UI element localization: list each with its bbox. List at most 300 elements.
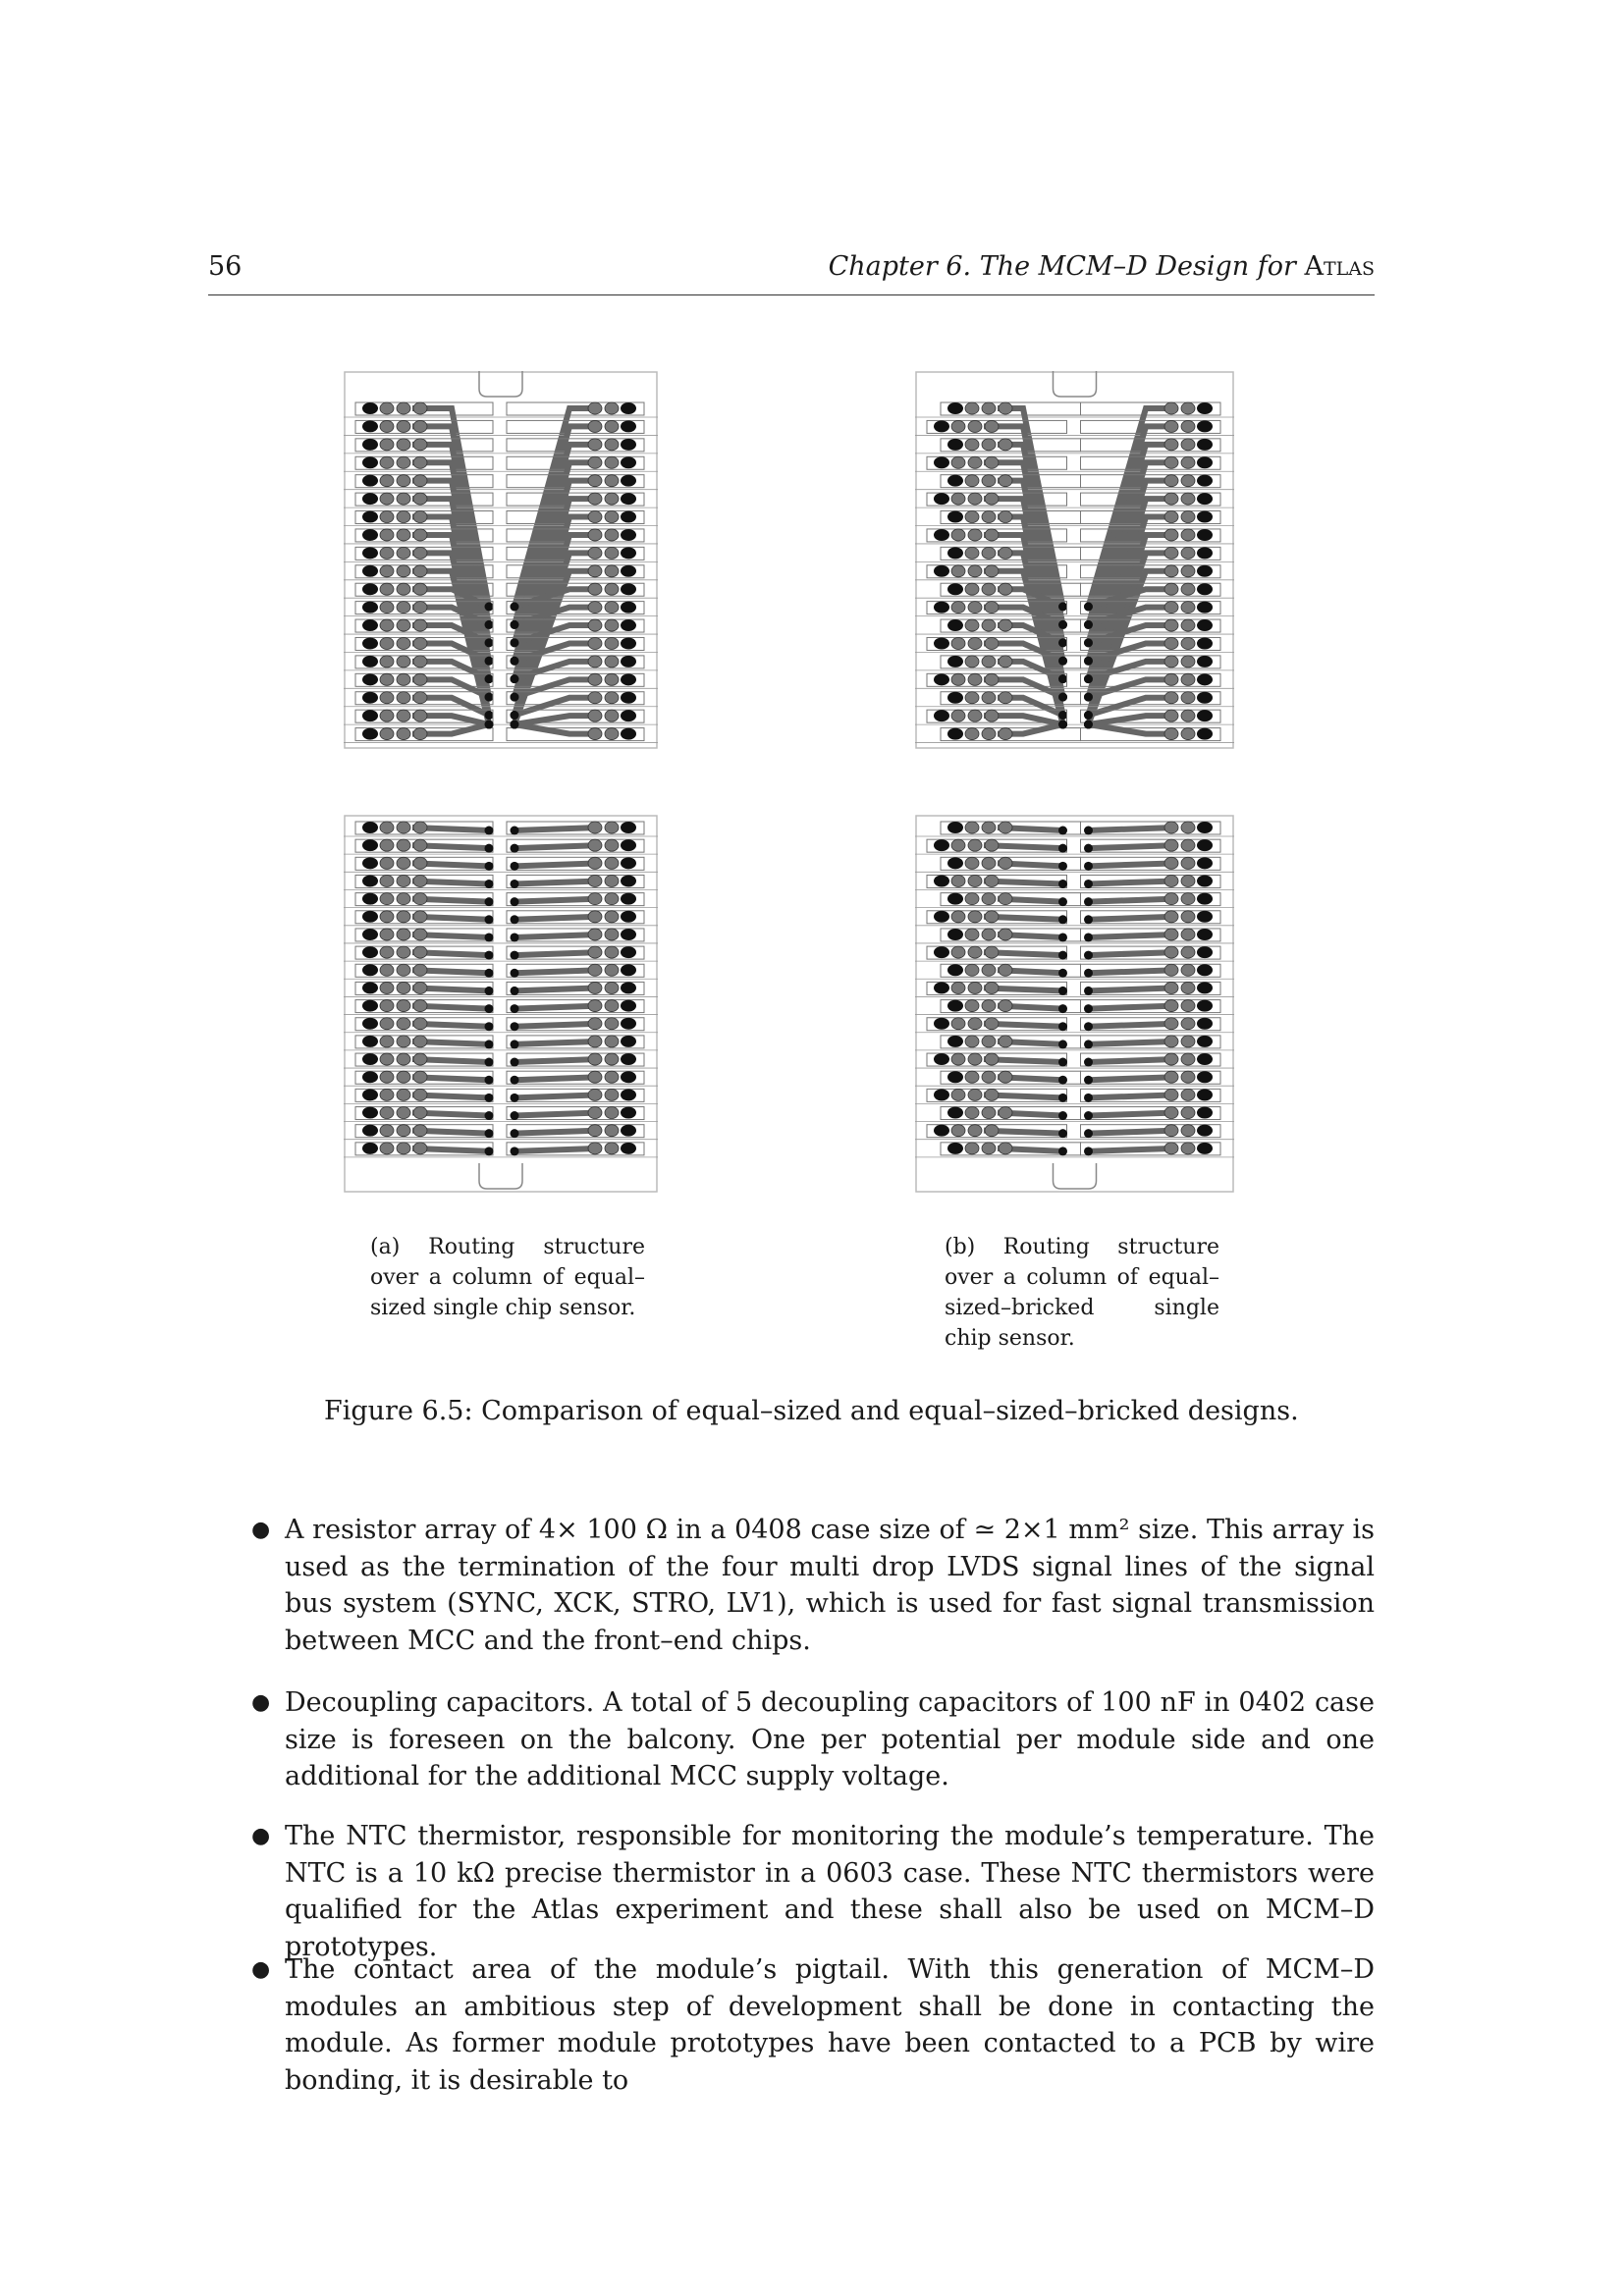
- trace: [1089, 828, 1176, 830]
- via: [1058, 693, 1067, 702]
- bond-pad: [951, 1125, 965, 1137]
- chapter-title-atlas: Atlas: [1304, 251, 1375, 282]
- bond-pad: [413, 964, 427, 976]
- bond-pad: [1181, 420, 1195, 432]
- via: [1058, 620, 1067, 629]
- bond-pad: [934, 839, 949, 851]
- bond-pad: [968, 1018, 982, 1030]
- bond-pad: [1197, 637, 1213, 649]
- trace: [514, 917, 599, 920]
- bond-pad: [965, 402, 979, 414]
- bond-pad: [621, 1000, 636, 1012]
- via: [511, 1094, 519, 1102]
- bond-pad: [951, 710, 965, 721]
- bond-pad: [380, 875, 394, 886]
- bond-pad: [1164, 637, 1178, 649]
- bond-pad: [965, 619, 979, 631]
- bond-pad: [605, 929, 619, 940]
- bond-pad: [621, 583, 636, 595]
- bond-pad: [1164, 1018, 1178, 1030]
- bond-pad: [605, 475, 619, 487]
- bond-pad: [413, 1036, 427, 1047]
- via: [485, 721, 494, 729]
- bond-pad: [413, 1000, 427, 1012]
- bond-pad: [1197, 656, 1213, 667]
- bond-pad: [588, 475, 602, 487]
- bond-pad: [380, 656, 394, 667]
- bond-pad: [951, 529, 965, 541]
- bond-pad: [1197, 822, 1213, 833]
- via: [1058, 880, 1067, 888]
- bond-pad: [1164, 656, 1178, 667]
- bond-pad: [934, 493, 949, 505]
- via: [485, 827, 494, 835]
- bond-pad: [999, 656, 1012, 667]
- bond-pad: [968, 946, 982, 958]
- via: [1084, 1094, 1093, 1102]
- bond-pad: [1181, 1000, 1195, 1012]
- bond-pad: [1181, 673, 1195, 685]
- via: [1084, 827, 1093, 835]
- bond-pad: [588, 637, 602, 649]
- bond-pad: [413, 982, 427, 993]
- bond-pad: [947, 1071, 963, 1083]
- bond-pad: [999, 439, 1012, 451]
- bond-pad: [982, 1071, 996, 1083]
- bond-pad: [985, 529, 999, 541]
- bond-pad: [397, 475, 410, 487]
- bond-pad: [380, 822, 394, 833]
- bond-pad: [380, 637, 394, 649]
- trace: [514, 863, 599, 866]
- bond-pad: [588, 839, 602, 851]
- bond-pad: [362, 583, 378, 595]
- via: [1084, 711, 1093, 720]
- bond-pad: [968, 710, 982, 721]
- bond-pad: [934, 565, 949, 577]
- bond-pad: [1181, 565, 1195, 577]
- via: [485, 1147, 494, 1155]
- bond-pad: [621, 929, 636, 940]
- bond-pad: [621, 964, 636, 976]
- bond-pad: [934, 710, 949, 721]
- bond-pad: [951, 839, 965, 851]
- bond-pad: [934, 1053, 949, 1065]
- bond-pad: [588, 1143, 602, 1154]
- bond-pad: [1181, 1018, 1195, 1030]
- bond-pad: [413, 420, 427, 432]
- bond-pad: [588, 402, 602, 414]
- bond-pad: [965, 583, 979, 595]
- bond-pad: [605, 673, 619, 685]
- bond-pad: [1197, 456, 1213, 468]
- trace: [1089, 1024, 1176, 1027]
- bond-pad: [1181, 1125, 1195, 1137]
- bond-pad: [362, 946, 378, 958]
- trace: [514, 1095, 599, 1097]
- bond-pad: [1164, 982, 1178, 993]
- bond-pad: [1181, 929, 1195, 940]
- bond-pad: [621, 1053, 636, 1065]
- via: [485, 657, 494, 666]
- bond-pad: [999, 822, 1012, 833]
- bond-pad: [1164, 1036, 1178, 1047]
- bond-pad: [1164, 1125, 1178, 1137]
- bond-pad: [621, 1071, 636, 1083]
- bond-pad: [621, 673, 636, 685]
- bond-pad: [397, 1107, 410, 1119]
- via: [485, 1094, 494, 1102]
- via: [485, 987, 494, 995]
- bond-pad: [982, 822, 996, 833]
- bond-pad: [362, 529, 378, 541]
- bond-pad: [380, 1125, 394, 1137]
- bond-pad: [1164, 875, 1178, 886]
- bond-pad: [985, 946, 999, 958]
- via: [1058, 657, 1067, 666]
- list-item: ● A resistor array of 4× 100 Ω in a 0408 case size of ≃ 2×1 mm² size. This array is used as the termination of the four multi drop LVDS signal lines of the signal bus system (SYNC, XCK, STRO, LV1), which is used for fast signal transmission between MCC and the front–end chips.: [251, 1512, 1375, 1659]
- bond-pad: [397, 839, 410, 851]
- bond-pad: [1164, 964, 1178, 976]
- bond-pad: [951, 673, 965, 685]
- bond-pad: [621, 439, 636, 451]
- bond-pad: [1197, 875, 1213, 886]
- via: [1084, 915, 1093, 924]
- bond-pad: [1181, 839, 1195, 851]
- bond-pad: [362, 493, 378, 505]
- bond-pad: [1197, 692, 1213, 704]
- via: [1084, 862, 1093, 871]
- bond-pad: [951, 982, 965, 993]
- via: [485, 711, 494, 720]
- bond-pad: [362, 1071, 378, 1083]
- bond-pad: [605, 511, 619, 523]
- bond-pad: [362, 673, 378, 685]
- bond-pad: [1181, 857, 1195, 869]
- bond-pad: [965, 439, 979, 451]
- via: [1058, 969, 1067, 978]
- bond-pad: [397, 1089, 410, 1100]
- list-item: ● Decoupling capacitors. A total of 5 decoupling capacitors of 100 nF in 0402 case size is foreseen on the balcony. One per potential per module side and one additional for the additional MCC supply voltage.: [251, 1684, 1375, 1795]
- bond-pad: [362, 857, 378, 869]
- bond-pad: [605, 456, 619, 468]
- bond-pad: [968, 839, 982, 851]
- bond-pad: [380, 857, 394, 869]
- bond-pad: [1164, 547, 1178, 559]
- trace: [1089, 1131, 1176, 1134]
- via: [1084, 693, 1093, 702]
- bond-pad: [968, 565, 982, 577]
- via: [511, 951, 519, 960]
- via: [511, 1129, 519, 1138]
- bond-pad: [588, 656, 602, 667]
- bond-pad: [605, 529, 619, 541]
- bond-pad: [1181, 946, 1195, 958]
- bond-pad: [968, 493, 982, 505]
- via: [511, 638, 519, 647]
- subcaption-b: (b) Routing structure over a column of equal–sized–bricked single chip sensor.: [945, 1235, 1219, 1351]
- via: [511, 1022, 519, 1031]
- bond-pad: [1197, 1053, 1213, 1065]
- bond-pad: [413, 673, 427, 685]
- bond-pad: [605, 1107, 619, 1119]
- trace: [1089, 1077, 1176, 1080]
- bond-pad: [413, 637, 427, 649]
- bond-pad: [362, 565, 378, 577]
- bond-pad: [982, 1107, 996, 1119]
- bond-pad: [588, 929, 602, 940]
- via: [1058, 862, 1067, 871]
- bond-pad: [362, 547, 378, 559]
- bond-pad: [380, 1018, 394, 1030]
- connector-notch: [1054, 1163, 1097, 1189]
- bond-pad: [605, 402, 619, 414]
- bond-pad: [968, 456, 982, 468]
- bond-pad: [1197, 839, 1213, 851]
- trace: [514, 899, 599, 902]
- bond-pad: [1164, 673, 1178, 685]
- bond-pad: [621, 857, 636, 869]
- bond-pad: [413, 1018, 427, 1030]
- bond-pad: [413, 493, 427, 505]
- bond-pad: [947, 1000, 963, 1012]
- bond-pad: [588, 1018, 602, 1030]
- bond-pad: [982, 728, 996, 740]
- bond-pad: [621, 692, 636, 704]
- via: [1058, 915, 1067, 924]
- bond-pad: [413, 1107, 427, 1119]
- bond-pad: [1181, 656, 1195, 667]
- bond-pad: [947, 964, 963, 976]
- bond-pad: [1181, 1071, 1195, 1083]
- bond-pad: [380, 1089, 394, 1100]
- bond-pad: [397, 929, 410, 940]
- bond-pad: [947, 656, 963, 667]
- bond-pad: [380, 946, 394, 958]
- bond-pad: [397, 982, 410, 993]
- bond-pad: [380, 475, 394, 487]
- bond-pad: [588, 1125, 602, 1137]
- bond-pad: [985, 982, 999, 993]
- bond-pad: [934, 637, 949, 649]
- bond-pad: [1197, 1018, 1213, 1030]
- list-item: ● The NTC thermistor, responsible for monitoring the module’s temperature. The NTC is a 10 kΩ precise thermistor in a 0603 case. These NTC thermistors were qualified for the Atlas experiment and these shall also be used on MCM–D prototypes.: [251, 1818, 1375, 1965]
- bond-pad: [380, 529, 394, 541]
- bond-pad: [362, 839, 378, 851]
- bond-pad: [1181, 529, 1195, 541]
- bond-pad: [934, 673, 949, 685]
- bond-pad: [413, 1125, 427, 1137]
- bond-pad: [965, 929, 979, 940]
- bond-pad: [621, 565, 636, 577]
- bond-pad: [1181, 1143, 1195, 1154]
- bond-pad: [1181, 710, 1195, 721]
- bond-pad: [605, 1071, 619, 1083]
- via: [1058, 1147, 1067, 1155]
- bond-pad: [951, 875, 965, 886]
- bond-pad: [968, 875, 982, 886]
- bond-pad: [965, 893, 979, 905]
- via: [1084, 657, 1093, 666]
- bond-pad: [968, 1053, 982, 1065]
- bond-pad: [965, 728, 979, 740]
- via: [511, 969, 519, 978]
- bond-pad: [397, 656, 410, 667]
- bond-pad: [947, 402, 963, 414]
- bond-pad: [1197, 529, 1213, 541]
- bond-pad: [1164, 857, 1178, 869]
- bond-pad: [1197, 673, 1213, 685]
- bond-pad: [1197, 565, 1213, 577]
- bond-pad: [380, 602, 394, 614]
- bond-pad: [413, 946, 427, 958]
- bond-pad: [1197, 1071, 1213, 1083]
- bond-pad: [413, 929, 427, 940]
- bond-pad: [947, 692, 963, 704]
- trace: [1089, 716, 1176, 724]
- trace: [514, 724, 599, 734]
- via: [1084, 951, 1093, 960]
- bond-pad: [1164, 456, 1178, 468]
- bond-pad: [1197, 1036, 1213, 1047]
- via: [1058, 1022, 1067, 1031]
- bond-pad: [999, 1000, 1012, 1012]
- via: [485, 638, 494, 647]
- bond-pad: [413, 857, 427, 869]
- figure-caption: Figure 6.5: Comparison of equal–sized and equal–sized–bricked designs.: [324, 1396, 1299, 1426]
- bond-pad: [397, 529, 410, 541]
- bond-pad: [1197, 1107, 1213, 1119]
- routing-diagram-b-top: [915, 371, 1234, 749]
- trace: [1089, 863, 1176, 866]
- bond-pad: [621, 875, 636, 886]
- bond-pad: [621, 839, 636, 851]
- trace: [514, 1024, 599, 1027]
- bond-pad: [588, 493, 602, 505]
- trace: [514, 934, 599, 937]
- bond-pad: [968, 420, 982, 432]
- list-item: ● The contact area of the module’s pigtail. With this generation of MCM–D modules an ambitious step of development shall be done in contacting the module. As former module prototypes have been contacted to a PCB by wire bonding, it is desirable to: [251, 1951, 1375, 2099]
- bond-pad: [605, 583, 619, 595]
- bond-pad: [362, 692, 378, 704]
- via: [1058, 603, 1067, 612]
- trace: [514, 881, 599, 883]
- bond-pad: [380, 439, 394, 451]
- bond-pad: [397, 692, 410, 704]
- bond-pad: [1181, 511, 1195, 523]
- bond-pad: [588, 893, 602, 905]
- bond-pad: [985, 911, 999, 923]
- bond-pad: [605, 602, 619, 614]
- bond-pad: [413, 547, 427, 559]
- bond-pad: [380, 1000, 394, 1012]
- bond-pad: [362, 1036, 378, 1047]
- bond-pad: [982, 964, 996, 976]
- bond-pad: [588, 1036, 602, 1047]
- bond-pad: [1181, 602, 1195, 614]
- bond-pad: [362, 1018, 378, 1030]
- bond-pad: [982, 1036, 996, 1047]
- bond-pad: [947, 439, 963, 451]
- via: [511, 862, 519, 871]
- bond-pad: [588, 875, 602, 886]
- bond-pad: [1164, 728, 1178, 740]
- bond-pad: [380, 964, 394, 976]
- via: [511, 693, 519, 702]
- via: [511, 987, 519, 995]
- bond-pad: [1197, 475, 1213, 487]
- bond-pad: [968, 673, 982, 685]
- bond-pad: [965, 1143, 979, 1154]
- bond-pad: [621, 529, 636, 541]
- via: [1084, 1058, 1093, 1067]
- bond-pad: [968, 911, 982, 923]
- bond-pad: [947, 893, 963, 905]
- bond-pad: [965, 1107, 979, 1119]
- bond-pad: [621, 402, 636, 414]
- bond-pad: [397, 1053, 410, 1065]
- bond-pad: [621, 475, 636, 487]
- bond-pad: [380, 911, 394, 923]
- bond-pad: [985, 493, 999, 505]
- page-number: 56: [208, 251, 243, 282]
- bond-pad: [397, 402, 410, 414]
- bond-pad: [621, 547, 636, 559]
- header-rule: [208, 294, 1375, 295]
- bond-pad: [968, 1089, 982, 1100]
- bond-pad: [397, 911, 410, 923]
- bond-pad: [397, 583, 410, 595]
- bond-pad: [1164, 1053, 1178, 1065]
- bond-pad: [982, 656, 996, 667]
- via: [1084, 1040, 1093, 1048]
- bond-pad: [588, 964, 602, 976]
- bond-pad: [999, 728, 1012, 740]
- bond-pad: [1197, 547, 1213, 559]
- bond-pad: [621, 1143, 636, 1154]
- bond-pad: [965, 964, 979, 976]
- via: [485, 620, 494, 629]
- bond-pad: [588, 1107, 602, 1119]
- bond-pad: [588, 1071, 602, 1083]
- bond-pad: [380, 1036, 394, 1047]
- bond-pad: [1181, 475, 1195, 487]
- connector-notch: [479, 371, 522, 397]
- via: [511, 721, 519, 729]
- bullet-icon: ●: [251, 1518, 271, 1542]
- bond-pad: [588, 911, 602, 923]
- via: [511, 603, 519, 612]
- bond-pad: [362, 1107, 378, 1119]
- bond-pad: [999, 964, 1012, 976]
- bond-pad: [380, 929, 394, 940]
- bond-pad: [380, 619, 394, 631]
- bond-pad: [982, 857, 996, 869]
- bond-pad: [605, 857, 619, 869]
- via: [1058, 987, 1067, 995]
- bond-pad: [621, 619, 636, 631]
- bond-pad: [999, 402, 1012, 414]
- bond-pad: [1181, 911, 1195, 923]
- bond-pad: [1164, 493, 1178, 505]
- bond-pad: [1197, 493, 1213, 505]
- bond-pad: [588, 439, 602, 451]
- bond-pad: [605, 619, 619, 631]
- bond-pad: [605, 710, 619, 721]
- bond-pad: [947, 1036, 963, 1047]
- bond-pad: [605, 637, 619, 649]
- bond-pad: [985, 565, 999, 577]
